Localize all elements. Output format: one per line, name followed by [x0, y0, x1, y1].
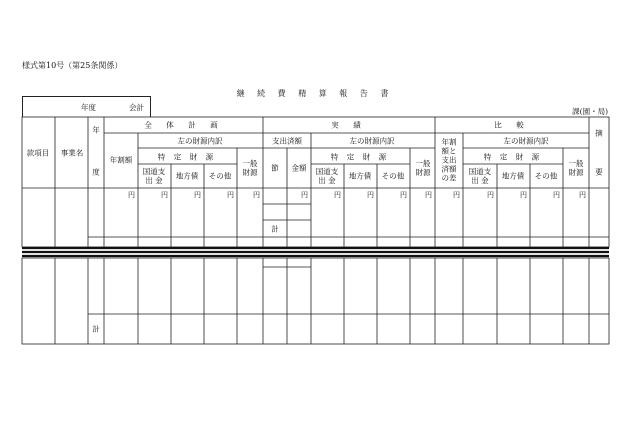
allotment-diff-header: 年割 額と 支出 済額 の差	[441, 137, 457, 183]
yen-unit: 円	[253, 191, 260, 199]
general-funding-header: 一般 財源	[242, 159, 258, 177]
other-header-3: その他	[534, 171, 558, 181]
other-header-2: その他	[381, 171, 405, 181]
overall-plan-header: 全 体 計 画	[144, 120, 224, 130]
local-bond-header: 地方債	[175, 171, 199, 181]
project-header: 事業名	[60, 148, 84, 158]
item-header: 款項目	[26, 148, 50, 158]
remarks-header-bottom: 要	[595, 167, 603, 177]
year-header-bottom: 度	[92, 167, 100, 177]
amount-header: 金額	[291, 163, 307, 173]
yen-unit: 円	[161, 191, 168, 199]
funding-breakdown-header-3: 左の財源内訳	[503, 136, 549, 146]
comparison-header: 比 較	[494, 120, 530, 130]
grand-total-label: 計	[92, 324, 100, 334]
specific-funding-header: 特 定 財 源	[157, 152, 217, 162]
year-label: 年度	[81, 103, 96, 112]
funding-breakdown-header-2: 左の財源内訳	[349, 136, 395, 146]
yen-unit: 円	[400, 191, 407, 199]
yen-unit: 円	[579, 191, 586, 199]
national-subsidy-header: 国道支 出 金	[142, 167, 166, 185]
department-note: 課(園・局)	[572, 107, 608, 116]
yen-unit: 円	[194, 191, 201, 199]
yen-unit: 円	[425, 191, 432, 199]
remarks-header-top: 摘	[595, 128, 603, 138]
annual-allotment-header: 年割額	[109, 155, 133, 165]
year-header-top: 年	[92, 125, 100, 135]
form-reference: 様式第10号（第25条関係）	[22, 61, 123, 70]
expenditure-header: 支出済額	[272, 136, 302, 146]
yen-unit: 円	[334, 191, 341, 199]
national-subsidy-header-2: 国道支 出 金	[315, 167, 339, 185]
section-header: 節	[271, 163, 279, 173]
general-funding-header-2: 一般 財源	[415, 159, 431, 177]
yen-unit: 円	[520, 191, 527, 199]
yen-unit: 円	[553, 191, 560, 199]
local-bond-header-3: 地方債	[501, 171, 525, 181]
yen-unit: 円	[367, 191, 374, 199]
actual-results-header: 実 績	[331, 120, 367, 130]
document-title: 継 続 費 精 算 報 告 書	[236, 89, 394, 98]
national-subsidy-header-3: 国道支 出 金	[468, 167, 492, 185]
yen-unit: 円	[227, 191, 234, 199]
yen-unit: 円	[487, 191, 494, 199]
local-bond-header-2: 地方債	[348, 171, 372, 181]
yen-unit: 円	[453, 191, 460, 199]
general-funding-header-3: 一般 財源	[568, 159, 584, 177]
yen-unit: 円	[301, 191, 308, 199]
subtotal-label: 計	[271, 224, 279, 234]
yen-unit: 円	[128, 191, 135, 199]
other-header: その他	[208, 171, 232, 181]
specific-funding-header-2: 特 定 財 源	[330, 152, 390, 162]
account-label: 会計	[129, 103, 144, 112]
funding-breakdown-header: 左の財源内訳	[177, 136, 223, 146]
specific-funding-header-3: 特 定 財 源	[483, 152, 543, 162]
